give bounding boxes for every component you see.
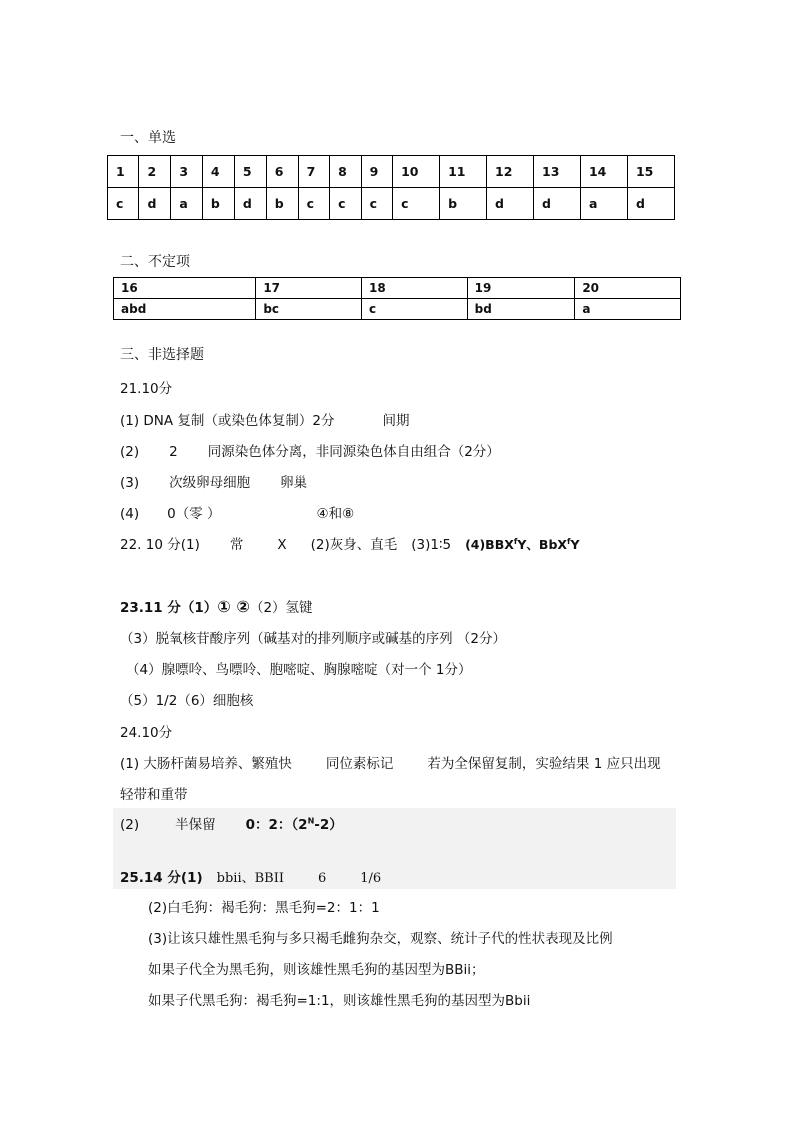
q23-line1 xyxy=(120,596,313,616)
q21-l1-b: 间期 xyxy=(382,413,410,429)
q24-l3-c: 0：2：$(2^N-2)$ xyxy=(245,816,343,833)
answer-cell: d xyxy=(534,188,581,220)
answer-cell: c xyxy=(108,188,139,220)
q22-p4: (2)灰身、直毛 xyxy=(310,537,398,553)
answer-cell: d xyxy=(234,188,266,220)
answer-cell: bc xyxy=(256,299,362,320)
section1-title: 一、单选 xyxy=(120,130,176,146)
question-number-cell: 1 xyxy=(108,156,139,188)
q23-line3: （4）腺嘌呤、鸟嘌呤、胞嘧啶、胸腺嘧啶（对一个 1分） xyxy=(126,662,472,678)
q23-l1-b: ① ② xyxy=(217,597,250,616)
q25-l1-b: bbii、BBII xyxy=(216,871,284,886)
question-number-cell: 3 xyxy=(171,156,202,188)
answer-cell: a xyxy=(171,188,202,220)
answer-cell: d xyxy=(487,188,534,220)
q24-l3-a: (2) xyxy=(120,817,140,833)
question-number-cell: 11 xyxy=(440,156,487,188)
table-row xyxy=(114,299,681,320)
q23-l1-c: （2）氢键 xyxy=(249,600,313,616)
q21-l2-b: 2 xyxy=(169,444,178,460)
q21-line4 xyxy=(120,502,354,522)
question-number-cell: 17 xyxy=(256,278,362,299)
q25-line3: (3)让该只雄性黑毛狗与多只褐毛雌狗杂交，观察、统计子代的性状表现及比例 xyxy=(148,931,613,947)
q22-p3: X xyxy=(277,537,287,553)
q25-line4: 如果子代全为黑毛狗，则该雄性黑毛狗的基因型为BBii； xyxy=(148,962,485,978)
q22-p2: 常 xyxy=(229,537,244,553)
q21-header: 21.10分 xyxy=(120,381,173,397)
q21-l1-a: (1) DNA 复制（或染色体复制）2分 xyxy=(120,413,335,429)
answer-cell: d xyxy=(627,188,674,220)
answer-cell: b xyxy=(266,188,298,220)
question-number-cell: 15 xyxy=(627,156,674,188)
q24-l1-c: 若为全保留复制，实验结果 1 应只出现 xyxy=(427,756,661,772)
section3-title: 三、非选择题 xyxy=(120,347,204,363)
q25-line5: 如果子代黑毛狗：褐毛狗=1:1，则该雄性黑毛狗的基因型为Bbii xyxy=(148,993,531,1009)
question-number-cell: 4 xyxy=(202,156,234,188)
q22-p5: (3)1∶5 xyxy=(411,537,452,553)
question-number-cell: 6 xyxy=(266,156,298,188)
question-number-cell: 10 xyxy=(393,156,440,188)
q21-l4-a: (4) xyxy=(120,506,140,522)
answer-cell: d xyxy=(139,188,171,220)
answer-cell: c xyxy=(298,188,329,220)
q21-l3-b: 次级卵母细胞 xyxy=(169,475,251,491)
q25-l1-a: 25.14 分(1) xyxy=(120,870,203,886)
q24-header: 24.10分 xyxy=(120,725,173,741)
q25-line2: (2)白毛狗：褐毛狗：黑毛狗=2：1：1 xyxy=(148,900,380,916)
answer-cell: c xyxy=(393,188,440,220)
single-choice-table xyxy=(107,155,675,220)
question-number-cell: 14 xyxy=(580,156,627,188)
q21-line3 xyxy=(120,471,307,491)
answer-cell: b xyxy=(202,188,234,220)
question-number-cell: 12 xyxy=(487,156,534,188)
q25-line1 xyxy=(120,866,381,886)
q25-l1-c: 6 xyxy=(317,871,327,886)
answer-cell: abd xyxy=(114,299,256,320)
question-number-cell: 18 xyxy=(361,278,467,299)
q21-l2-a: (2) xyxy=(120,444,140,460)
question-number-cell: 19 xyxy=(467,278,575,299)
q22-line xyxy=(120,533,580,553)
answer-cell: c xyxy=(361,299,467,320)
q21-line2 xyxy=(120,440,500,460)
section2-title: 二、不定项 xyxy=(120,254,190,270)
q21-l3-a: (3) xyxy=(120,475,140,491)
q21-line1 xyxy=(120,409,410,429)
question-number-cell: 20 xyxy=(575,278,681,299)
question-number-cell: 9 xyxy=(361,156,392,188)
q24-line2: 轻带和重带 xyxy=(120,787,188,803)
q24-line3 xyxy=(120,813,343,833)
question-number-cell: 13 xyxy=(534,156,581,188)
q23-line2: （3）脱氧核苷酸序列（碱基对的排列顺序或碱基的序列 （2分） xyxy=(120,631,506,647)
q24-l1-b: 同位素标记 xyxy=(325,756,394,772)
table-row xyxy=(108,188,675,220)
question-number-cell: 8 xyxy=(330,156,361,188)
q25-l1-d: 1/6 xyxy=(360,871,382,886)
q21-l2-c: 同源染色体分离，非同源染色体自由组合（2分） xyxy=(207,444,500,460)
q21-l4-c: ④和⑧ xyxy=(316,506,355,522)
q22-p6: (4)BBX$^f$Y、BbX$^f$Y xyxy=(465,536,580,552)
table-row xyxy=(108,156,675,188)
table-row xyxy=(114,278,681,299)
answer-cell: a xyxy=(575,299,681,320)
q23-l1-a: 23.11 分（1） xyxy=(120,600,218,616)
multi-choice-table xyxy=(113,277,681,320)
q21-l4-b: 0（零 ） xyxy=(167,506,221,522)
q22-p1: 22. 10 分(1) xyxy=(120,537,200,553)
q21-l3-c: 卵巢 xyxy=(280,475,308,491)
question-number-cell: 16 xyxy=(114,278,256,299)
question-number-cell: 2 xyxy=(139,156,171,188)
answer-cell: a xyxy=(580,188,627,220)
q24-line1 xyxy=(120,752,661,772)
answer-cell: c xyxy=(330,188,361,220)
q23-line4: （5）1/2（6）细胞核 xyxy=(120,693,254,709)
q24-l3-b: 半保留 xyxy=(175,817,216,833)
answer-cell: bd xyxy=(467,299,575,320)
question-number-cell: 7 xyxy=(298,156,329,188)
q24-l1-a: (1) 大肠杆菌易培养、繁殖快 xyxy=(120,756,292,772)
question-number-cell: 5 xyxy=(234,156,266,188)
answer-cell: c xyxy=(361,188,392,220)
answer-cell: b xyxy=(440,188,487,220)
